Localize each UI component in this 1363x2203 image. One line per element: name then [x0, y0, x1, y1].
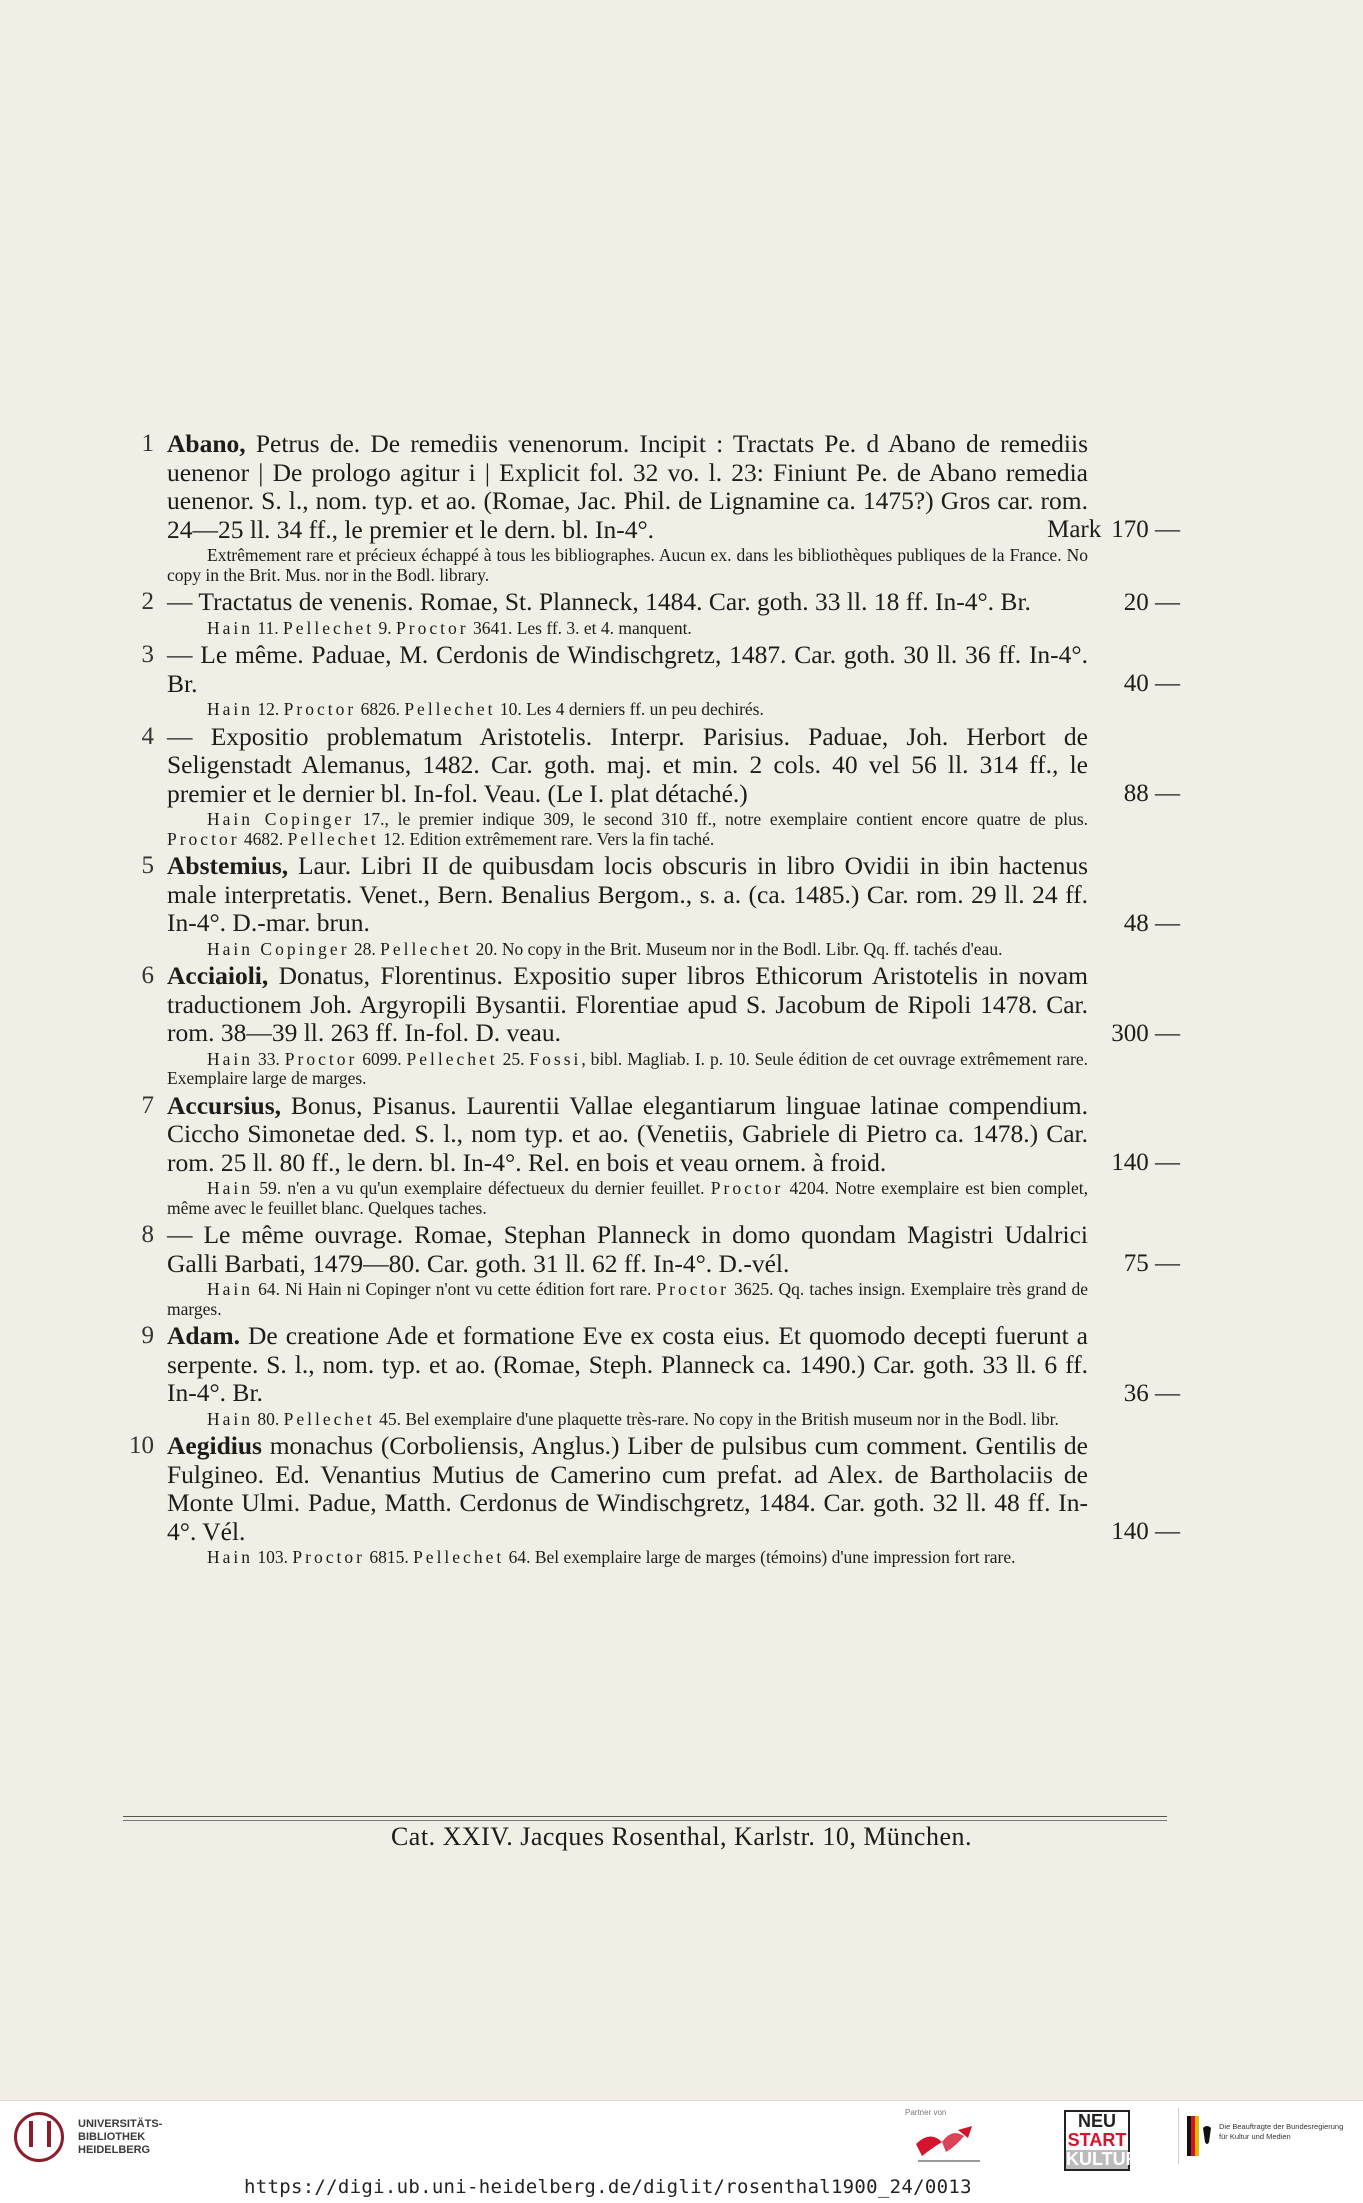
university-library-name	[78, 2118, 162, 2157]
entry-heading: Abano,	[167, 429, 246, 458]
bibliographer-name: Pellechet	[413, 1547, 505, 1567]
page-url[interactable]: https://digi.ub.uni-heidelberg.de/diglit/rosenthal1900_24/0013	[244, 2176, 972, 2198]
entry-text: Petrus de. De remediis venenorum. Incipit : Tractats Pe. d Abano de remediis uenenor | De prologo agitur i | Explicit fol. 32 vo. l. 23: Finiunt Pe. de Abano remedia uenenor. S. l., nom. typ. et ao. (Romae, Jac. Phil. de Lignamine ca. 1475?) Gros car. rom. 24—25 ll. 34 ff., le premier et le dern. bl. In-4°.	[167, 429, 1088, 544]
entry-number: 8	[141, 1221, 154, 1248]
bkm-text	[1219, 2122, 1343, 2142]
catalog-entry	[130, 1221, 1180, 1319]
entry-price	[1124, 910, 1180, 939]
bibliographer-name: Proctor	[283, 699, 357, 719]
entry-bibliographic-note	[167, 700, 1088, 720]
note-text: 6099.	[357, 1048, 407, 1069]
neustart-kultur-logo[interactable]	[1064, 2110, 1139, 2171]
entry-bibliographic-note	[167, 1410, 1088, 1430]
note-text: 103.	[253, 1547, 293, 1567]
entry-description	[167, 1322, 1088, 1408]
entry-price	[1111, 1149, 1180, 1178]
entry-bibliographic-note	[167, 1179, 1088, 1218]
bibliographer-name: Hain	[207, 1178, 254, 1198]
entry-bibliographic-note	[167, 940, 1088, 960]
price-value: 40 —	[1123, 669, 1180, 697]
entry-description	[167, 430, 1088, 544]
bibliographer-name: Hain	[207, 1048, 254, 1069]
bibliographer-name: Proctor	[292, 1547, 365, 1567]
neustart-line-1: NEU	[1064, 2110, 1130, 2131]
bibliographer-name: Pellechet	[380, 938, 472, 959]
bkm-line-2: für Kultur und Medien	[1219, 2132, 1291, 2141]
price-value: 75 —	[1123, 1249, 1180, 1277]
catalogue-footer-line: Cat. XXIV. Jacques Rosenthal, Karlstr. 10, München.	[390, 1822, 973, 1851]
entry-number: 4	[141, 722, 154, 750]
note-text: 33.	[253, 1048, 285, 1069]
entry-heading: Abstemius,	[167, 851, 289, 880]
university-line-3: HEIDELBERG	[78, 2143, 151, 2156]
bibliographer-name: Pellechet	[404, 699, 496, 719]
note-text: 10. Les 4 derniers ff. un peu dechirés.	[495, 699, 764, 719]
note-text: 59. n'en a vu qu'un exemplaire défectueux du dernier feuillet.	[253, 1178, 711, 1198]
entry-text: — Tractatus de venenis. Romae, St. Planneck, 1484. Car. goth. 33 ll. 18 ff. In-4°. Br.	[167, 587, 1031, 616]
partner-label: Partner von	[905, 2108, 947, 2117]
entry-text: — Expositio problematum Aristotelis. Interpr. Parisius. Paduae, Joh. Herbort de Seligenstadt Alemanus, 1482. Car. goth. maj. et min. 2 cols. 40 vel 56 ll. 314 ff., le premier et le dernier bl. In-fol. Veau. (Le I. plat détaché.)	[167, 721, 1088, 808]
bkm-logo[interactable]	[1178, 2108, 1349, 2164]
note-text: 20. No copy in the Brit. Museum nor in the Bodl. Libr. Qq. ff. tachés d'eau.	[471, 938, 1003, 959]
entry-text: Donatus, Florentinus. Expositio super libros Ethicorum Aristotelis in novam traductionem Joh. Argyropili Bysantii. Florentiae apud S. Jacobum de Ripoli 1478. Car. rom. 38—39 ll. 263 ff. In-fol. D. veau.	[167, 961, 1089, 1047]
entry-text: De creatione Ade et formatione Eve ex costa eius. Et quomodo decepti fuerunt a serpente. S. l., nom. typ. et ao. (Romae, Steph. Planneck ca. 1490.) Car. goth. 33 ll. 6 ff. In-4°. Br.	[167, 1321, 1089, 1407]
entry-price	[1111, 1020, 1180, 1049]
entry-number: 2	[141, 588, 154, 615]
price-value: 36 —	[1123, 1379, 1180, 1407]
university-seal-icon	[14, 2112, 64, 2162]
note-text: 28.	[349, 938, 381, 959]
entry-bibliographic-note	[167, 1050, 1088, 1089]
catalog-entry	[130, 588, 1180, 638]
catalog-entry	[130, 852, 1180, 959]
price-value: 300 —	[1111, 1019, 1180, 1047]
price-value: 88 —	[1123, 780, 1180, 807]
ddb-logo-icon[interactable]	[912, 2122, 988, 2166]
entry-bibliographic-note	[167, 546, 1088, 585]
bibliographer-name: Hain	[207, 1547, 254, 1567]
note-text: 17., le premier indique 309, le second 310 ff., notre exemplaire contient encore quatre de plus.	[353, 809, 1089, 829]
entry-price	[1047, 516, 1180, 545]
bibliographer-name: Proctor	[710, 1178, 784, 1198]
bibliographer-name: Hain Copinger	[207, 938, 350, 959]
bibliographer-name: Hain	[207, 1279, 254, 1299]
entry-number: 1	[141, 430, 154, 457]
note-text: 3625. Qq. taches insign. Exemplaire très grand de marges.	[167, 1279, 1088, 1319]
entry-description	[167, 1221, 1088, 1278]
catalog-entries	[130, 430, 1180, 1571]
entry-description	[167, 852, 1088, 938]
bibliographer-name: Hain	[207, 1408, 254, 1429]
catalog-entry	[130, 1092, 1180, 1219]
entry-bibliographic-note	[167, 810, 1088, 849]
entry-text: — Le même ouvrage. Romae, Stephan Planneck in domo quondam Magistri Udalrici Galli Barbati, 1479—80. Car. goth. 31 ll. 62 ff. In-4°. D.-vél.	[167, 1220, 1088, 1278]
neustart-line-3: KULTUR	[1066, 2149, 1139, 2169]
bibliographer-name: Pellechet	[406, 1048, 498, 1069]
note-text: 9.	[374, 617, 397, 638]
note-text: Extrêmement rare et précieux échappé à tous les bibliographes. Aucun ex. dans les bibliothèques publiques de la France. No copy in the Brit. Mus. nor in the Bodl. library.	[167, 545, 1088, 585]
price-value: 20 —	[1123, 588, 1180, 616]
german-eagle-icon	[1187, 2116, 1213, 2156]
note-text: 12. Edition extrêmement rare. Vers la fin taché.	[378, 828, 715, 849]
note-text: 25.	[497, 1048, 530, 1069]
entry-text: Laur. Libri II de quibusdam locis obscuris in libro Ovidii in ibin hactenus male interpretatis. Venet., Bern. Benalius Bergom., s. a. (ca. 1485.) Car. rom. 29 ll. 24 ff. In-4°. D.-mar. brun.	[167, 851, 1088, 937]
entry-number: 6	[141, 962, 154, 989]
entry-bibliographic-note	[167, 1548, 1088, 1568]
entry-heading: Acciaioli,	[167, 961, 269, 990]
bibliographer-name: Hain	[207, 699, 254, 719]
entry-price	[1124, 780, 1180, 809]
bibliographer-name: Fossi	[529, 1048, 582, 1069]
bibliographer-name: Hain	[207, 617, 254, 638]
entry-number: 7	[141, 1091, 154, 1119]
entry-description	[167, 723, 1088, 809]
entry-text: — Le même. Paduae, M. Cerdonis de Windischgretz, 1487. Car. goth. 30 ll. 36 ff. In-4°. Br.	[167, 640, 1088, 698]
university-library-logo[interactable]	[14, 2112, 162, 2162]
entry-heading: Accursius,	[167, 1090, 282, 1120]
note-text: 4682.	[239, 828, 288, 849]
price-value: 140 —	[1111, 1149, 1180, 1176]
entry-price	[1124, 1250, 1180, 1279]
note-text: 6826.	[356, 699, 405, 719]
entry-text: Bonus, Pisanus. Laurentii Vallae elegantiarum linguae latinae compendium. Ciccho Simonetae ded. S. l., nom typ. et ao. (Venetiis, Gabriele di Pietro ca. 1478.) Car. rom. 25 ll. 80 ff., le dern. bl. In-4°. Rel. en bois et veau ornem. à froid.	[167, 1090, 1088, 1177]
entry-price	[1124, 589, 1180, 618]
price-value: 170 —	[1111, 515, 1180, 543]
note-text: 64. Ni Hain ni Copinger n'ont vu cette édition fort rare.	[253, 1279, 657, 1299]
entry-number: 5	[141, 852, 154, 879]
university-line-2: BIBLIOTHEK	[78, 2130, 146, 2143]
entry-text: monachus (Corboliensis, Anglus.) Liber de pulsibus cum comment. Gentilis de Fulgineo. Ed. Venantius Mutius de Camerino cum prefat. ad Alex. de Bartholaciis de Monte Ulmi. Padue, Matth. Cerdonus de Windischgretz, 1484. Car. goth. 32 ll. 48 ff. In-4°. Vél.	[167, 1431, 1088, 1546]
neustart-line-2: START	[1064, 2131, 1130, 2150]
bibliographer-name: Hain Copinger	[207, 809, 354, 829]
note-text: 3641. Les ff. 3. et 4. manquent.	[468, 617, 692, 638]
footer-rule-second	[123, 1820, 1167, 1821]
note-text: , bibl. Magliab. I. p. 10. Seule édition de cet ouvrage extrêmement rare. Exemplaire large de marges.	[167, 1048, 1089, 1088]
bibliographer-name: Pellechet	[283, 617, 375, 638]
catalog-entry	[130, 641, 1180, 720]
catalog-entry	[130, 1432, 1180, 1568]
bibliographer-name: Pellechet	[283, 1408, 375, 1429]
entry-description	[167, 962, 1088, 1048]
bkm-line-1: Die Beauftragte der Bundesregierung	[1219, 2122, 1344, 2131]
bibliographer-name: Proctor	[656, 1279, 729, 1299]
entry-description	[167, 1432, 1088, 1546]
bibliographer-name: Proctor	[284, 1048, 358, 1069]
entry-number: 3	[141, 641, 154, 668]
catalog-entry	[130, 430, 1180, 585]
note-text: 6815.	[364, 1547, 414, 1567]
note-text: 64. Bel exemplaire large de marges (témoins) d'une impression fort rare.	[504, 1547, 1016, 1567]
catalog-entry	[130, 723, 1180, 850]
catalog-entry	[130, 962, 1180, 1089]
catalog-entry	[130, 1322, 1180, 1429]
entry-heading: Aegidius	[167, 1431, 262, 1460]
entry-bibliographic-note	[167, 619, 1088, 639]
footer-rule	[123, 1816, 1167, 1817]
entry-description	[167, 588, 1088, 617]
entry-price	[1124, 670, 1180, 699]
bibliographer-name: Proctor	[396, 617, 469, 638]
entry-description	[167, 641, 1088, 698]
entry-number: 9	[141, 1322, 154, 1349]
entry-heading: Adam.	[167, 1321, 240, 1350]
note-text: 45. Bel exemplaire d'une plaquette très-rare. No copy in the British museum nor in the Bodl. libr.	[374, 1408, 1059, 1429]
entry-price	[1124, 1380, 1180, 1409]
note-text: 12.	[253, 699, 284, 719]
entry-description	[167, 1092, 1088, 1178]
bibliographer-name: Proctor	[167, 828, 240, 849]
note-text: 4204. Notre exemplaire est bien complet, même avec le feuillet blanc. Quelques taches.	[167, 1178, 1088, 1218]
price-currency: Mark	[1047, 515, 1102, 543]
entry-number: 10	[129, 1432, 154, 1459]
bibliographer-name: Pellechet	[287, 828, 379, 849]
note-text: 80.	[253, 1408, 284, 1429]
entry-bibliographic-note	[167, 1280, 1088, 1319]
note-text: 11.	[253, 617, 284, 638]
university-line-1: UNIVERSITÄTS-	[78, 2117, 163, 2130]
price-value: 48 —	[1123, 909, 1180, 937]
entry-price	[1111, 1518, 1180, 1547]
price-value: 140 —	[1111, 1517, 1180, 1545]
